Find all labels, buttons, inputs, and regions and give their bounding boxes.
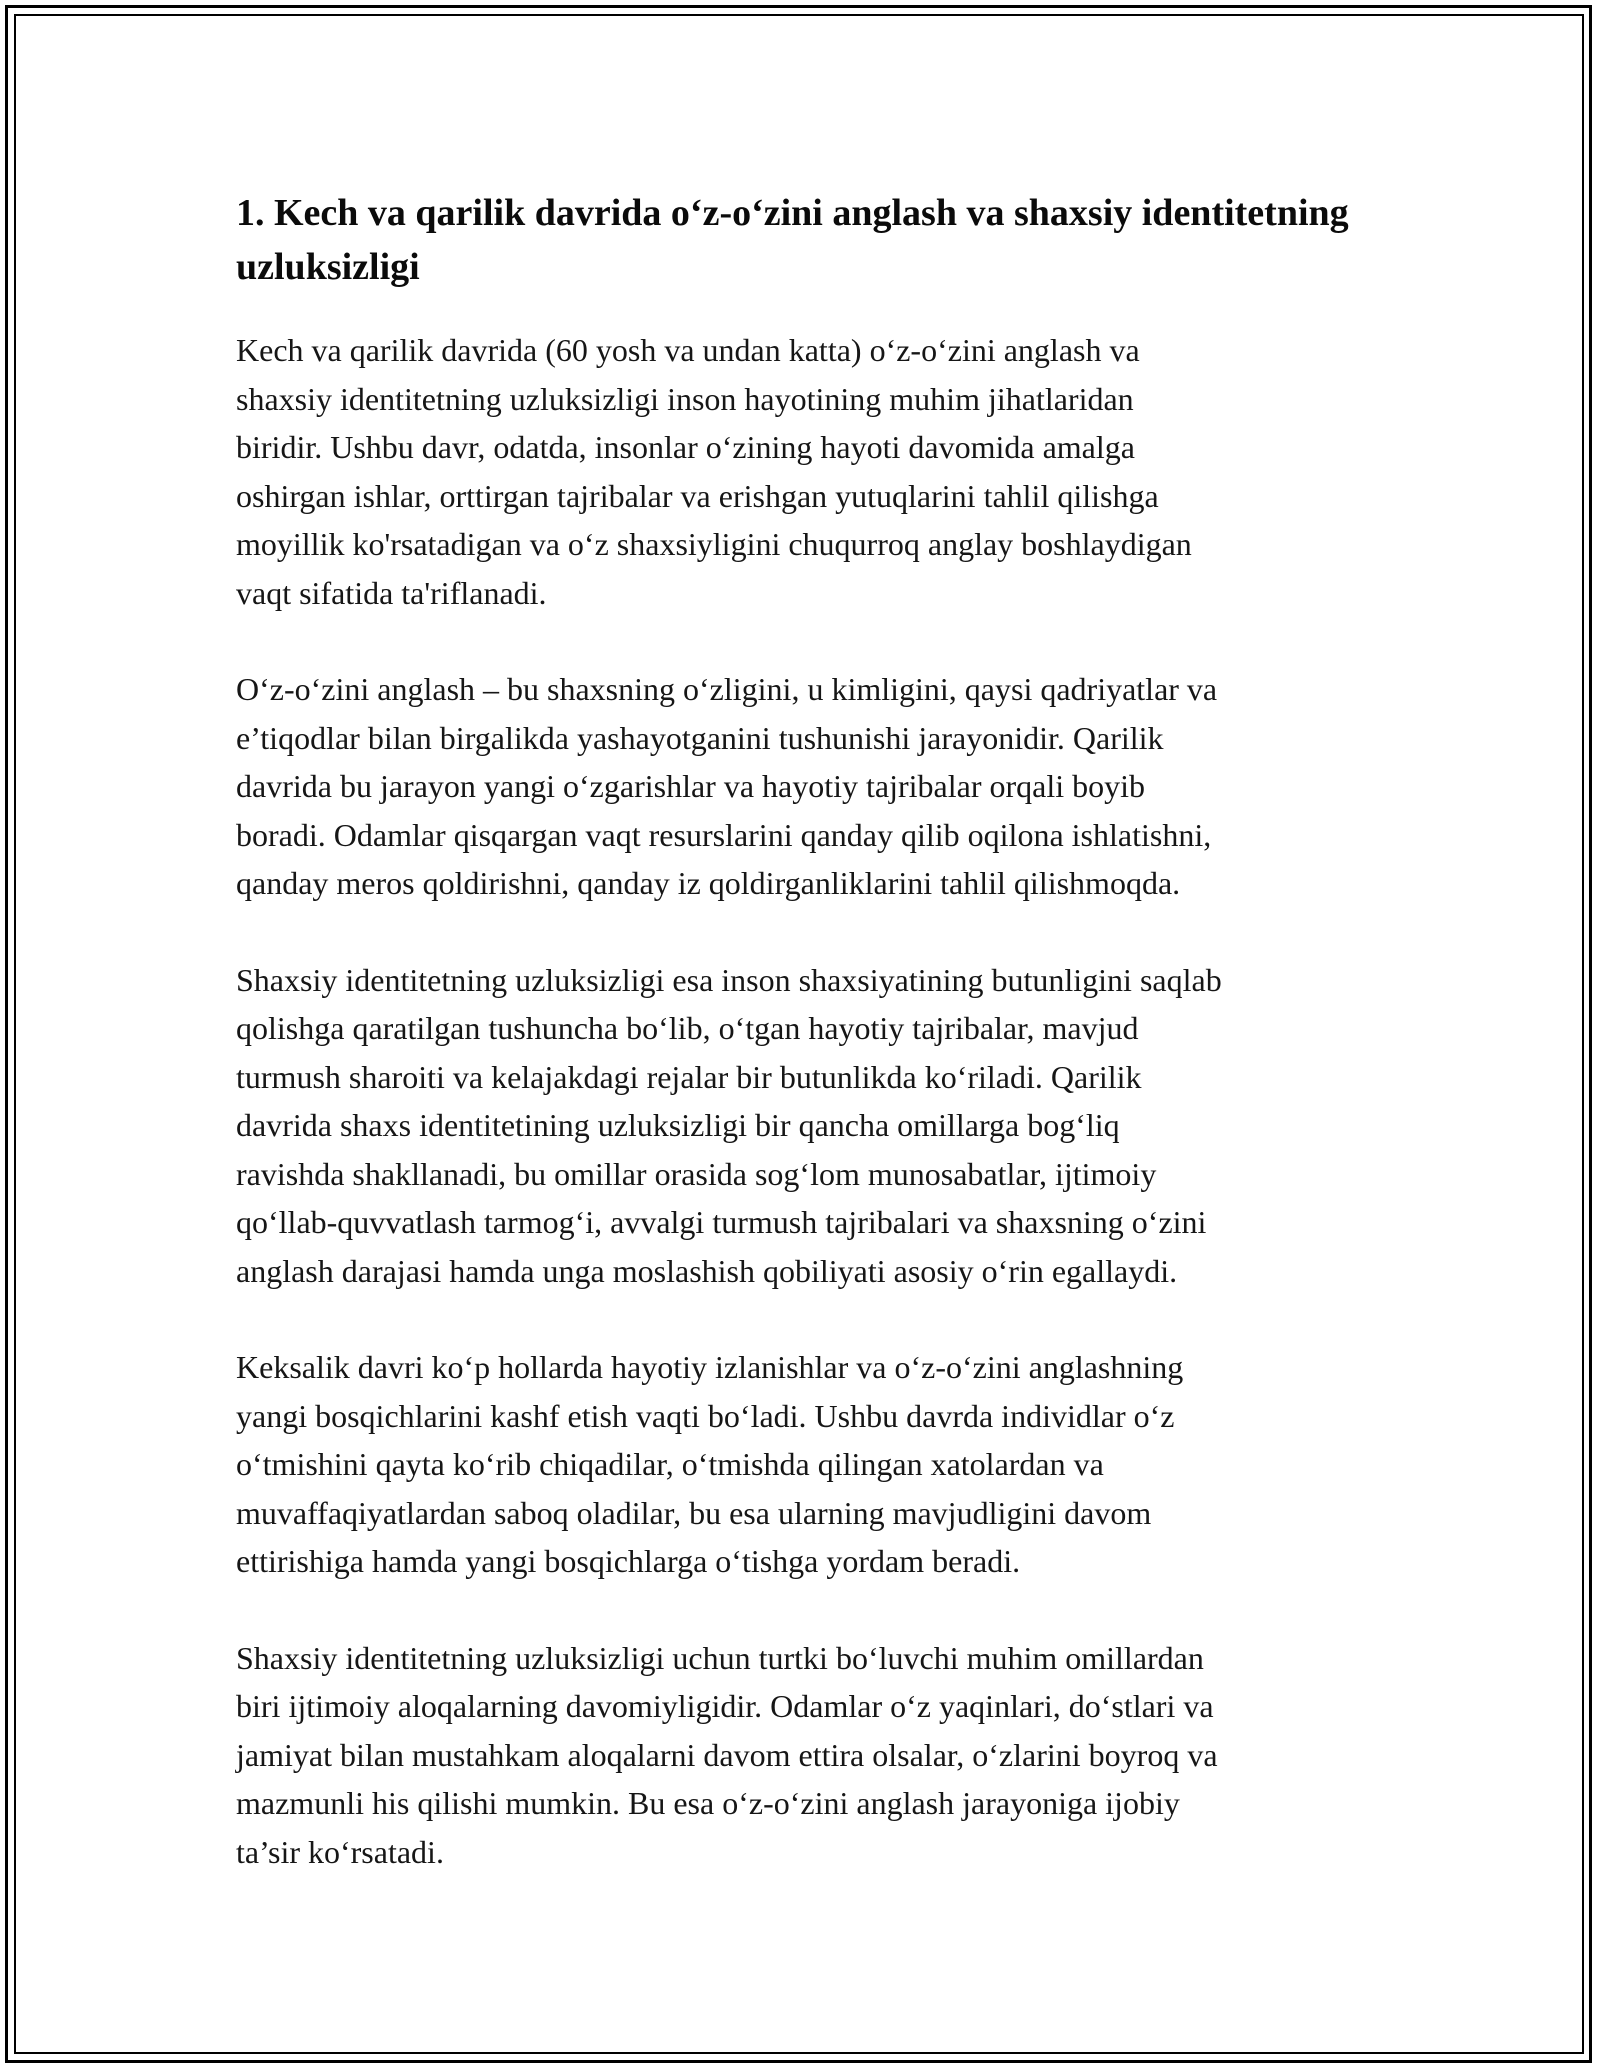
paragraph-2: O‘z-o‘zini anglash – bu shaxsning o‘zligini, u kimligini, qaysi qadriyatlar va e’tiqodlar bilan birgalikda yashayotganini tushunishi jarayonidir. Qarilik davrida bu jarayon yangi o‘zgarishlar va hayotiy tajribalar orqali boyib boradi. Odamlar qisqargan vaqt resurslarini qanday qilib oqilona ishlatishni, qanday meros qoldirishni, qanday iz qoldirganliklarini tahlil qilishmoqda. bbox=[236, 671, 1218, 901]
paragraph-5: Shaxsiy identitetning uzluksizligi uchun turtki bo‘luvchi muhim omillardan biri ijtimoiy aloqalarning davomiyligidir. Odamlar o‘z yaqinlari, do‘stlari va jamiyat bilan mustahkam aloqalarni davom ettira olsalar, o‘zlarini boyroq va mazmunli his qilishi mumkin. Bu esa o‘z-o‘zini anglash jarayoniga ijobiy ta’sir ko‘rsatadi. bbox=[236, 1639, 1218, 1870]
paragraph-1: Kech va qarilik davrida (60 yosh va undan katta) o‘z-o‘zini anglash va shaxsiy identitetning uzluksizligi inson hayotining muhim jihatlaridan biridir. Ushbu davr, odatda, insonlar o‘zining hayoti davomida amalga oshirgan ishlar, orttirgan tajribalar va erishgan yutuqlarini tahlil qilishga moyillik ko'rsatadigan va o‘z shaxsiyligini chuqurroq anglay boshlaydigan vaqt sifatida ta'riflanadi. bbox=[236, 332, 1192, 611]
paragraph-3: Shaxsiy identitetning uzluksizligi esa inson shaxsiyatining butunligini saqlab qolishga qaratilgan tushuncha bo‘lib, o‘tgan hayotiy tajribalar, mavjud turmush sharoiti va kelajakdagi rejalar bir butunlikda ko‘riladi. Qarilik davrida shaxs identitetining uzluksizligi bir qancha omillarga bog‘liq ravishda shakllanadi, bu omillar orasida sog‘lom munosabatlar, ijtimoiy qo‘llab-quvvatlash tarmog‘i, avvalgi turmush tajribalari va shaxsning o‘zini anglash darajasi hamda unga moslashish qobiliyati asosiy o‘rin egallaydi. bbox=[236, 961, 1222, 1289]
paragraph-4: Keksalik davri ko‘p hollarda hayotiy izlanishlar va o‘z-o‘zini anglashning yangi bosqichlarini kashf etish vaqti bo‘ladi. Ushbu davrda individlar o‘z o‘tmishini qayta ko‘rib chiqadilar, o‘tmishda qilingan xatolardan va muvaffaqiyatlardan saboq oladilar, bu esa ularning mavjudligini davom ettirishiga hamda yangi bosqichlarga o‘tishga yordam beradi. bbox=[236, 1349, 1184, 1579]
document-body bbox=[236, 186, 1386, 1924]
section-title: 1. Kech va qarilik davrida o‘z-o‘zini anglash va shaxsiy identitetning uzluksizligi bbox=[236, 192, 1349, 288]
